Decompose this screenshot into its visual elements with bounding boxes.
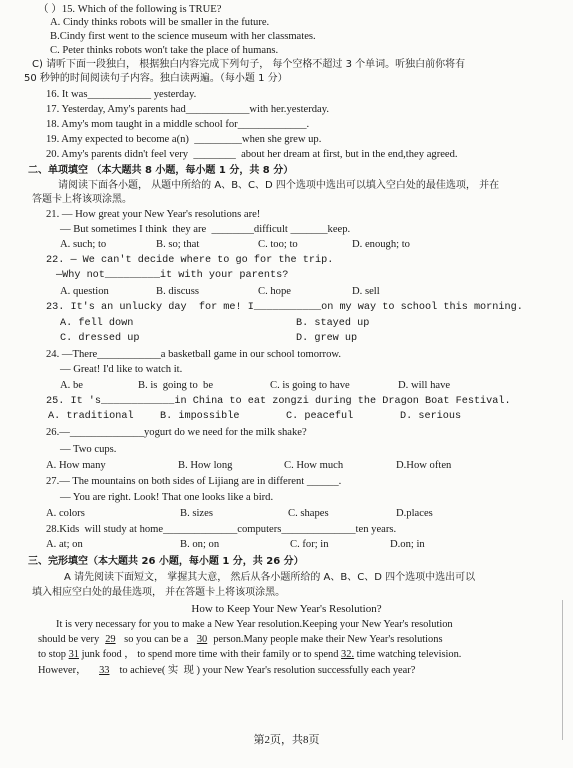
option-21a: A. such; to xyxy=(60,239,107,250)
option-21d: D. enough; to xyxy=(352,239,410,250)
section-c-instruction-2: 50 秒钟的时间阅读句子内容。独白读两遍。（每小题 1 分） xyxy=(24,73,288,84)
option-24b: B. is going to be xyxy=(138,380,214,391)
question-17: 17. Yesterday, Amy's parents had____________with her.yesterday. xyxy=(46,104,329,115)
question-27-reply: — You are right. Look! That one looks like a bird. xyxy=(60,492,274,503)
option-26a: A. How many xyxy=(46,460,106,471)
option-22b: B. discuss xyxy=(156,286,199,297)
question-26-reply: — Two cups. xyxy=(60,444,117,455)
section-2-instruction: 请阅读下面各小题， 从题中所给的 A、B、C、D 四个选项中选出可以填入空白处的最佳选项， 并在 xyxy=(58,180,500,191)
scan-edge xyxy=(562,600,563,740)
option-24c: C. is going to have xyxy=(270,380,350,391)
option-28b: B. on; on xyxy=(180,539,220,550)
question-22: 22. — We can't decide where to go for the trip. xyxy=(46,255,334,266)
passage-line-2: should be very 29 so you can be a 30 person.Many people make their New Year's resolutions xyxy=(38,634,443,645)
question-21-reply: — But sometimes I think they are ________difficult _______keep. xyxy=(60,224,351,235)
passage-line-1: It is very necessary for you to make a New Year resolution.Keeping your New Year's resolution xyxy=(56,619,453,630)
blank-33: 33 xyxy=(99,665,110,676)
passage-line-4: However， 33 to achieve( 实 现 ) your New Year's resolution successfully each year? xyxy=(38,665,416,676)
page-number: 第2页，共8页 xyxy=(253,734,320,746)
option-24a: A. be xyxy=(60,380,83,391)
question-24-reply: — Great! I'd like to watch it. xyxy=(60,364,183,375)
option-25a: A. traditional xyxy=(48,411,134,422)
question-22-reply: —Why not_________it with your parents? xyxy=(56,270,289,281)
option-27a: A. colors xyxy=(46,508,85,519)
passage-title: How to Keep Your New Year's Resolution? xyxy=(191,603,382,615)
question-25: 25. It 's____________in China to eat zongzi during the Dragon Boat Festival. xyxy=(46,396,511,407)
option-21b: B. so; that xyxy=(156,239,200,250)
question-19: 19. Amy expected to become a(n) _________when she grew up. xyxy=(46,134,322,145)
question-21: 21. — How great your New Year's resolutions are! xyxy=(46,209,261,220)
option-23c: C. dressed up xyxy=(60,333,140,344)
option-23a: A. fell down xyxy=(60,318,134,329)
option-27c: C. shapes xyxy=(288,508,329,519)
option-23b: B. stayed up xyxy=(296,318,370,329)
option-28c: C. for; in xyxy=(290,539,329,550)
option-22d: D. sell xyxy=(352,286,380,297)
option-26b: B. How long xyxy=(178,460,233,471)
option-25b: B. impossible xyxy=(160,411,240,422)
option-21c: C. too; to xyxy=(258,239,298,250)
option-27b: B. sizes xyxy=(180,508,213,519)
option-26d: D.How often xyxy=(396,460,452,471)
blank-31: 31 xyxy=(68,649,79,660)
option-25c: C. peaceful xyxy=(286,411,354,422)
question-18: 18. Amy's mom taught in a middle school for_____________. xyxy=(46,119,310,130)
blank-30: 30 xyxy=(196,634,208,645)
question-16: 16. It was____________ yesterday. xyxy=(46,89,197,100)
question-28: 28.Kids will study at home______________computers______________ten years. xyxy=(46,524,397,535)
option-15b: B.Cindy first went to the science museum with her classmates. xyxy=(50,31,316,42)
question-15: （ ）15. Which of the following is TRUE? xyxy=(38,4,222,15)
option-15a: A. Cindy thinks robots will be smaller in the future. xyxy=(50,17,270,28)
question-24: 24. —There____________a basketball game in our school tomorrow. xyxy=(46,349,341,360)
section-3-heading: 三、完形填空（本大题共 26 小题，每小题 1 分，共 26 分） xyxy=(28,556,304,567)
section-c-instruction: C) 请听下面一段独白， 根据独白内容完成下列句子， 每个空格不超过 3 个单词。听独白前你将有 xyxy=(32,59,466,70)
section-2-heading: 二、单项填空 （本大题共 8 小题，每小题 1 分，共 8 分） xyxy=(28,165,294,176)
section-3-instruction-2: 填入相应空白处的最佳选项， 并在答题卡上将该项涂黑。 xyxy=(32,587,286,598)
option-24d: D. will have xyxy=(398,380,451,391)
option-23d: D. grew up xyxy=(296,333,358,344)
option-15c: C. Peter thinks robots won't take the place of humans. xyxy=(50,45,279,56)
option-28a: A. at; on xyxy=(46,539,83,550)
blank-32: 32. xyxy=(341,649,355,660)
blank-29: 29 xyxy=(105,634,116,645)
option-28d: D.on; in xyxy=(390,539,425,550)
option-22c: C. hope xyxy=(258,286,291,297)
question-23: 23. It's an unlucky day for me! I___________on my way to school this morning. xyxy=(46,302,523,313)
question-20: 20. Amy's parents didn't feel very ________ about her dream at first, but in the end,they agreed. xyxy=(46,149,458,160)
option-25d: D. serious xyxy=(400,411,462,422)
option-22a: A. question xyxy=(60,286,109,297)
question-26: 26.—______________yogurt do we need for the milk shake? xyxy=(46,427,307,438)
section-3-instruction: A 请先阅读下面短文， 掌握其大意， 然后从各小题所给的 A、B、C、D 四个选项中选出可以 xyxy=(64,572,476,583)
question-27: 27.— The mountains on both sides of Lijiang are in different ______. xyxy=(46,476,342,487)
passage-line-3: to stop 31 junk food ， to spend more time with their family or to spend 32. time watching television. xyxy=(38,649,462,660)
option-27d: D.places xyxy=(396,508,433,519)
option-26c: C. How much xyxy=(284,460,344,471)
section-2-instruction-2: 答题卡上将该项涂黑。 xyxy=(32,194,132,205)
